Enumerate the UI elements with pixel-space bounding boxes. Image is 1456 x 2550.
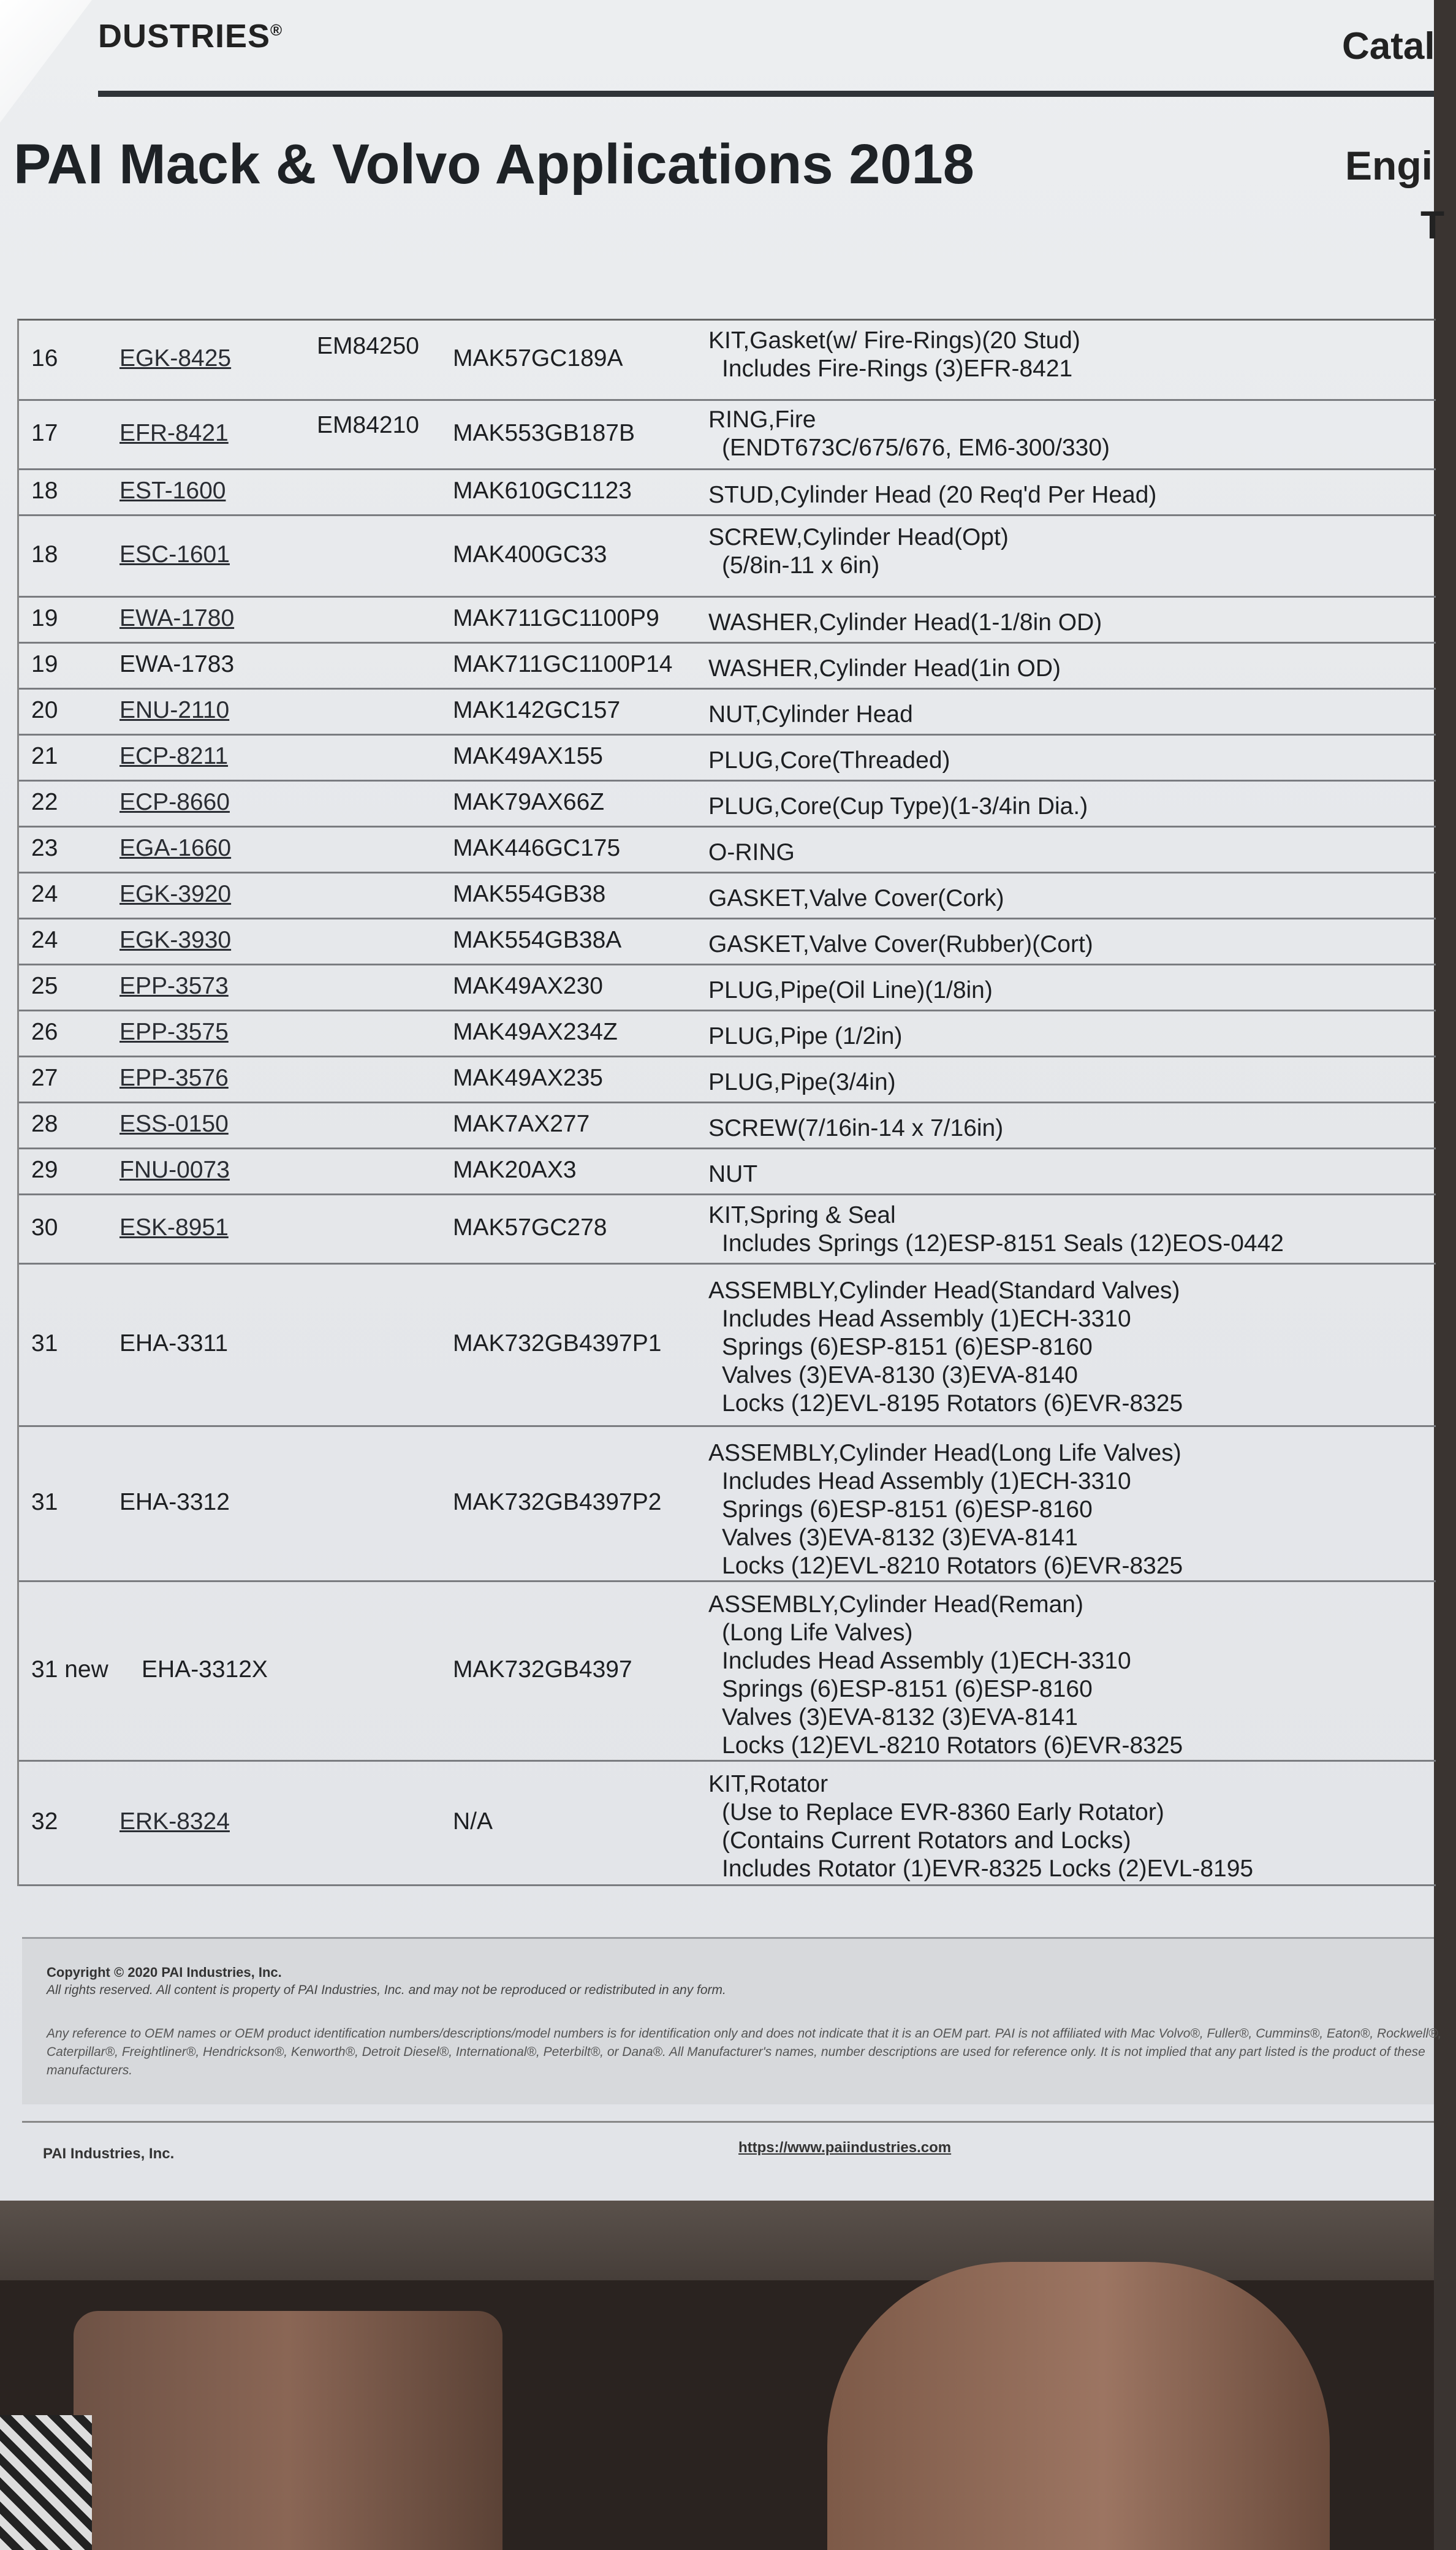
part-description xyxy=(708,1114,1003,1143)
em-number: EM84250 xyxy=(317,333,419,359)
description-line: (Long Life Valves) xyxy=(722,1619,913,1646)
table-row xyxy=(19,1427,1436,1582)
part-number-link[interactable]: EWA-1780 xyxy=(119,605,235,631)
catalog-label: Catal xyxy=(1342,25,1435,67)
description-line: PLUG,Core(Cup Type)(1-3/4in Dia.) xyxy=(708,793,1088,820)
part-description xyxy=(708,1022,902,1051)
part-description xyxy=(708,1068,896,1097)
row-ref-number: 25 xyxy=(31,973,58,999)
description-line: NUT xyxy=(708,1161,758,1187)
description-line: Includes Head Assembly (1)ECH-3310 xyxy=(722,1306,1131,1332)
description-line: (5/8in-11 x 6in) xyxy=(722,552,880,579)
part-description xyxy=(708,976,993,1005)
description-line: KIT,Rotator xyxy=(708,1771,828,1797)
table-row xyxy=(19,1195,1436,1265)
mak-number: MAK553GB187B xyxy=(453,420,635,446)
part-number-link[interactable]: ESK-8951 xyxy=(119,1214,229,1241)
mak-number: MAK554GB38A xyxy=(453,927,622,953)
row-ref-number: 30 xyxy=(31,1214,58,1241)
part-number-link: EHA-3311 xyxy=(119,1330,229,1357)
description-line: GASKET,Valve Cover(Cork) xyxy=(708,885,1004,912)
table-row xyxy=(19,736,1436,782)
table-row xyxy=(19,470,1436,516)
row-ref-number: 23 xyxy=(31,835,58,861)
row-ref-number: 24 xyxy=(31,881,58,907)
table-row xyxy=(19,516,1436,598)
part-number-link[interactable]: FNU-0073 xyxy=(119,1157,230,1183)
part-description xyxy=(708,931,1093,959)
table-row xyxy=(19,401,1436,470)
part-description xyxy=(708,747,950,775)
description-line: Springs (6)ESP-8151 (6)ESP-8160 xyxy=(722,1334,1093,1360)
part-number-link[interactable]: ECP-8660 xyxy=(119,789,230,815)
mak-number: MAK57GC278 xyxy=(453,1214,607,1241)
description-line: Locks (12)EVL-8210 Rotators (6)EVR-8325 xyxy=(722,1553,1183,1579)
table-row xyxy=(19,873,1436,919)
description-line: Includes Head Assembly (1)ECH-3310 xyxy=(722,1468,1131,1494)
table-row xyxy=(19,919,1436,965)
description-line: PLUG,Pipe(3/4in) xyxy=(708,1069,896,1095)
part-number-link[interactable]: EPP-3573 xyxy=(119,973,229,999)
mak-number: MAK57GC189A xyxy=(453,345,623,371)
mak-number: MAK7AX277 xyxy=(453,1111,590,1137)
description-line: KIT,Gasket(w/ Fire-Rings)(20 Stud) xyxy=(708,327,1080,354)
right-leg-photo xyxy=(827,2262,1330,2550)
mak-number: MAK732GB4397P1 xyxy=(453,1330,662,1357)
footer-company: PAI Industries, Inc. xyxy=(43,2145,175,2162)
description-line: NUT,Cylinder Head xyxy=(708,701,913,728)
mak-number: MAK49AX235 xyxy=(453,1065,603,1091)
table-row xyxy=(19,321,1436,401)
part-number-link[interactable]: EGK-8425 xyxy=(119,345,232,371)
row-ref-number: 31 xyxy=(31,1489,58,1515)
mak-number: MAK732GB4397P2 xyxy=(453,1489,662,1515)
row-ref-number: 28 xyxy=(31,1111,58,1137)
table-row xyxy=(19,1582,1436,1762)
part-number-link: EHA-3312 xyxy=(119,1489,230,1515)
oem-disclaimer: Any reference to OEM names or OEM product identification numbers/descriptions/model numbers is for identification only and does not indicate that it is an OEM part. PAI is not affiliated with Mac Volvo®, Fuller®, Cummins®, Eaton®, Rockwell®, Caterpillar®, Freightliner®, Hendrickson®, Kenworth®, Detroit Diesel®, International®, Peterbilt®, or Dana®. All Manufacturer's names, number descriptions are used for reference only. It is not implied that any part listed is the product of these manufacturers. xyxy=(47,2027,1442,2077)
row-ref-number: 27 xyxy=(31,1065,58,1091)
part-description xyxy=(708,1277,1183,1418)
row-ref-number: 18 xyxy=(31,478,58,504)
part-number-link[interactable]: ESS-0150 xyxy=(119,1111,229,1137)
folded-corner xyxy=(0,0,92,123)
part-number-link[interactable]: EGK-3920 xyxy=(119,881,232,907)
table-row xyxy=(19,1762,1436,1886)
section-sublabel: T xyxy=(1420,203,1445,247)
left-leg-photo xyxy=(74,2311,502,2550)
description-line: O-RING xyxy=(708,839,795,866)
parts-table xyxy=(17,319,1436,1886)
part-number-link[interactable]: ESC-1601 xyxy=(119,541,230,568)
part-description xyxy=(708,1770,1253,1883)
patterned-fabric xyxy=(0,2415,92,2550)
row-ref-number: 16 xyxy=(31,345,58,371)
row-ref-number: 24 xyxy=(31,927,58,953)
description-line: ASSEMBLY,Cylinder Head(Long Life Valves) xyxy=(708,1440,1181,1466)
table-row xyxy=(19,782,1436,828)
description-line: SCREW,Cylinder Head(Opt) xyxy=(708,524,1009,550)
description-line: Valves (3)EVA-8132 (3)EVA-8141 xyxy=(722,1704,1078,1730)
description-line: Includes Head Assembly (1)ECH-3310 xyxy=(722,1648,1131,1674)
description-line: (Contains Current Rotators and Locks) xyxy=(722,1827,1131,1854)
mak-number: MAK732GB4397 xyxy=(453,1656,632,1683)
mak-number: MAK49AX234Z xyxy=(453,1019,618,1045)
mak-number: MAK400GC33 xyxy=(453,541,607,568)
description-line: Valves (3)EVA-8130 (3)EVA-8140 xyxy=(722,1362,1078,1388)
table-row xyxy=(19,828,1436,873)
part-description xyxy=(708,327,1080,383)
copyright-text: All rights reserved. All content is property of PAI Industries, Inc. and may not be reproduced or redistributed in any form. xyxy=(47,1983,726,1997)
description-line: ASSEMBLY,Cylinder Head(Reman) xyxy=(708,1591,1083,1618)
description-line: PLUG,Pipe(Oil Line)(1/8in) xyxy=(708,977,993,1003)
page-title: PAI Mack & Volvo Applications 2018 xyxy=(13,133,974,196)
part-number-link: EHA-3312X xyxy=(142,1656,268,1683)
description-line: PLUG,Pipe (1/2in) xyxy=(708,1023,903,1049)
row-ref-number: 20 xyxy=(31,697,58,723)
description-line: Includes Springs (12)ESP-8151 Seals (12)EOS-0442 xyxy=(722,1230,1284,1257)
row-ref-number: 31 xyxy=(31,1330,58,1357)
mak-number: MAK446GC175 xyxy=(453,835,621,861)
mak-number: MAK49AX155 xyxy=(453,743,603,769)
em-number: EM84210 xyxy=(317,412,419,438)
description-line: Springs (6)ESP-8151 (6)ESP-8160 xyxy=(722,1496,1093,1523)
row-ref-number: 19 xyxy=(31,605,58,631)
description-line: Springs (6)ESP-8151 (6)ESP-8160 xyxy=(722,1676,1093,1702)
description-line: WASHER,Cylinder Head(1in OD) xyxy=(708,655,1061,682)
row-ref-number: 32 xyxy=(31,1808,58,1835)
part-description xyxy=(708,839,795,867)
part-number-link[interactable]: ERK-8324 xyxy=(119,1808,230,1835)
part-number-link[interactable]: EPP-3576 xyxy=(119,1065,229,1091)
part-number-link[interactable]: EFR-8421 xyxy=(119,420,229,446)
footer-rule xyxy=(22,2121,1434,2123)
part-number-link[interactable]: EPP-3575 xyxy=(119,1019,229,1045)
table-row xyxy=(19,644,1436,690)
table-row xyxy=(19,965,1436,1011)
description-line: STUD,Cylinder Head (20 Req'd Per Head) xyxy=(708,482,1157,508)
description-line: Locks (12)EVL-8210 Rotators (6)EVR-8325 xyxy=(722,1732,1183,1759)
mak-number: MAK49AX230 xyxy=(453,973,603,999)
description-line: ASSEMBLY,Cylinder Head(Standard Valves) xyxy=(708,1277,1180,1304)
description-line: Locks (12)EVL-8195 Rotators (6)EVR-8325 xyxy=(722,1390,1183,1417)
table-row xyxy=(19,1103,1436,1149)
part-description xyxy=(708,793,1088,821)
header-rule xyxy=(98,91,1434,97)
mak-number: MAK142GC157 xyxy=(453,697,621,723)
row-ref-number: 31 new xyxy=(31,1656,108,1683)
part-description xyxy=(708,655,1061,683)
description-line: KIT,Spring & Seal xyxy=(708,1202,896,1228)
row-ref-number: 21 xyxy=(31,743,58,769)
part-number-link[interactable]: EGK-3930 xyxy=(119,927,232,953)
table-row xyxy=(19,1265,1436,1427)
part-number-link[interactable]: EST-1600 xyxy=(119,478,226,504)
table-row xyxy=(19,690,1436,736)
part-description xyxy=(708,609,1102,637)
row-ref-number: 22 xyxy=(31,789,58,815)
part-number-link: EWA-1783 xyxy=(119,651,235,677)
row-ref-number: 26 xyxy=(31,1019,58,1045)
row-ref-number: 18 xyxy=(31,541,58,568)
part-description xyxy=(708,523,1009,580)
section-label: Engi xyxy=(1345,143,1433,188)
row-ref-number: 19 xyxy=(31,651,58,677)
table-row xyxy=(19,598,1436,644)
description-line: SCREW(7/16in-14 x 7/16in) xyxy=(708,1115,1004,1141)
description-line: WASHER,Cylinder Head(1-1/8in OD) xyxy=(708,609,1102,636)
description-line: Valves (3)EVA-8132 (3)EVA-8141 xyxy=(722,1524,1078,1551)
part-number-link[interactable]: EGA-1660 xyxy=(119,835,232,861)
brand-text: DUSTRIES xyxy=(98,18,271,55)
description-line: RING,Fire xyxy=(708,406,816,433)
mak-number: MAK610GC1123 xyxy=(453,478,632,504)
part-description xyxy=(708,1591,1183,1760)
copyright-heading: Copyright © 2020 PAI Industries, Inc. xyxy=(47,1965,282,1980)
brand-logo xyxy=(98,17,282,55)
part-description xyxy=(708,1160,757,1189)
description-line: Includes Rotator (1)EVR-8325 Locks (2)EVL-8195 xyxy=(722,1855,1254,1882)
mak-number: MAK711GC1100P9 xyxy=(453,605,659,631)
row-ref-number: 29 xyxy=(31,1157,58,1183)
mak-number: MAK711GC1100P14 xyxy=(453,651,673,677)
description-line: GASKET,Valve Cover(Rubber)(Cort) xyxy=(708,931,1093,957)
table-row xyxy=(19,1149,1436,1195)
mak-number: MAK20AX3 xyxy=(453,1157,577,1183)
description-line: (Use to Replace EVR-8360 Early Rotator) xyxy=(722,1799,1164,1825)
disclaimer-box xyxy=(22,1937,1442,2104)
part-number-link[interactable]: ENU-2110 xyxy=(119,697,230,723)
mak-number: N/A xyxy=(453,1808,493,1835)
mak-number: MAK79AX66Z xyxy=(453,789,605,815)
part-description xyxy=(708,701,913,729)
brand-mark: ® xyxy=(270,21,283,39)
part-description xyxy=(708,481,1156,509)
table-row xyxy=(19,1011,1436,1057)
table-row xyxy=(19,1057,1436,1103)
part-description xyxy=(708,885,1004,913)
part-description xyxy=(708,1439,1183,1580)
mak-number: MAK554GB38 xyxy=(453,881,606,907)
description-line: (ENDT673C/675/676, EM6-300/330) xyxy=(722,435,1110,461)
description-line: Includes Fire-Rings (3)EFR-8421 xyxy=(722,356,1073,382)
part-number-link[interactable]: ECP-8211 xyxy=(119,743,229,769)
description-line: PLUG,Core(Threaded) xyxy=(708,747,950,774)
part-description xyxy=(708,1201,1284,1258)
row-ref-number: 17 xyxy=(31,420,58,446)
footer-url-link[interactable]: https://www.paiindustries.com xyxy=(738,2139,952,2156)
part-description xyxy=(708,406,1110,462)
